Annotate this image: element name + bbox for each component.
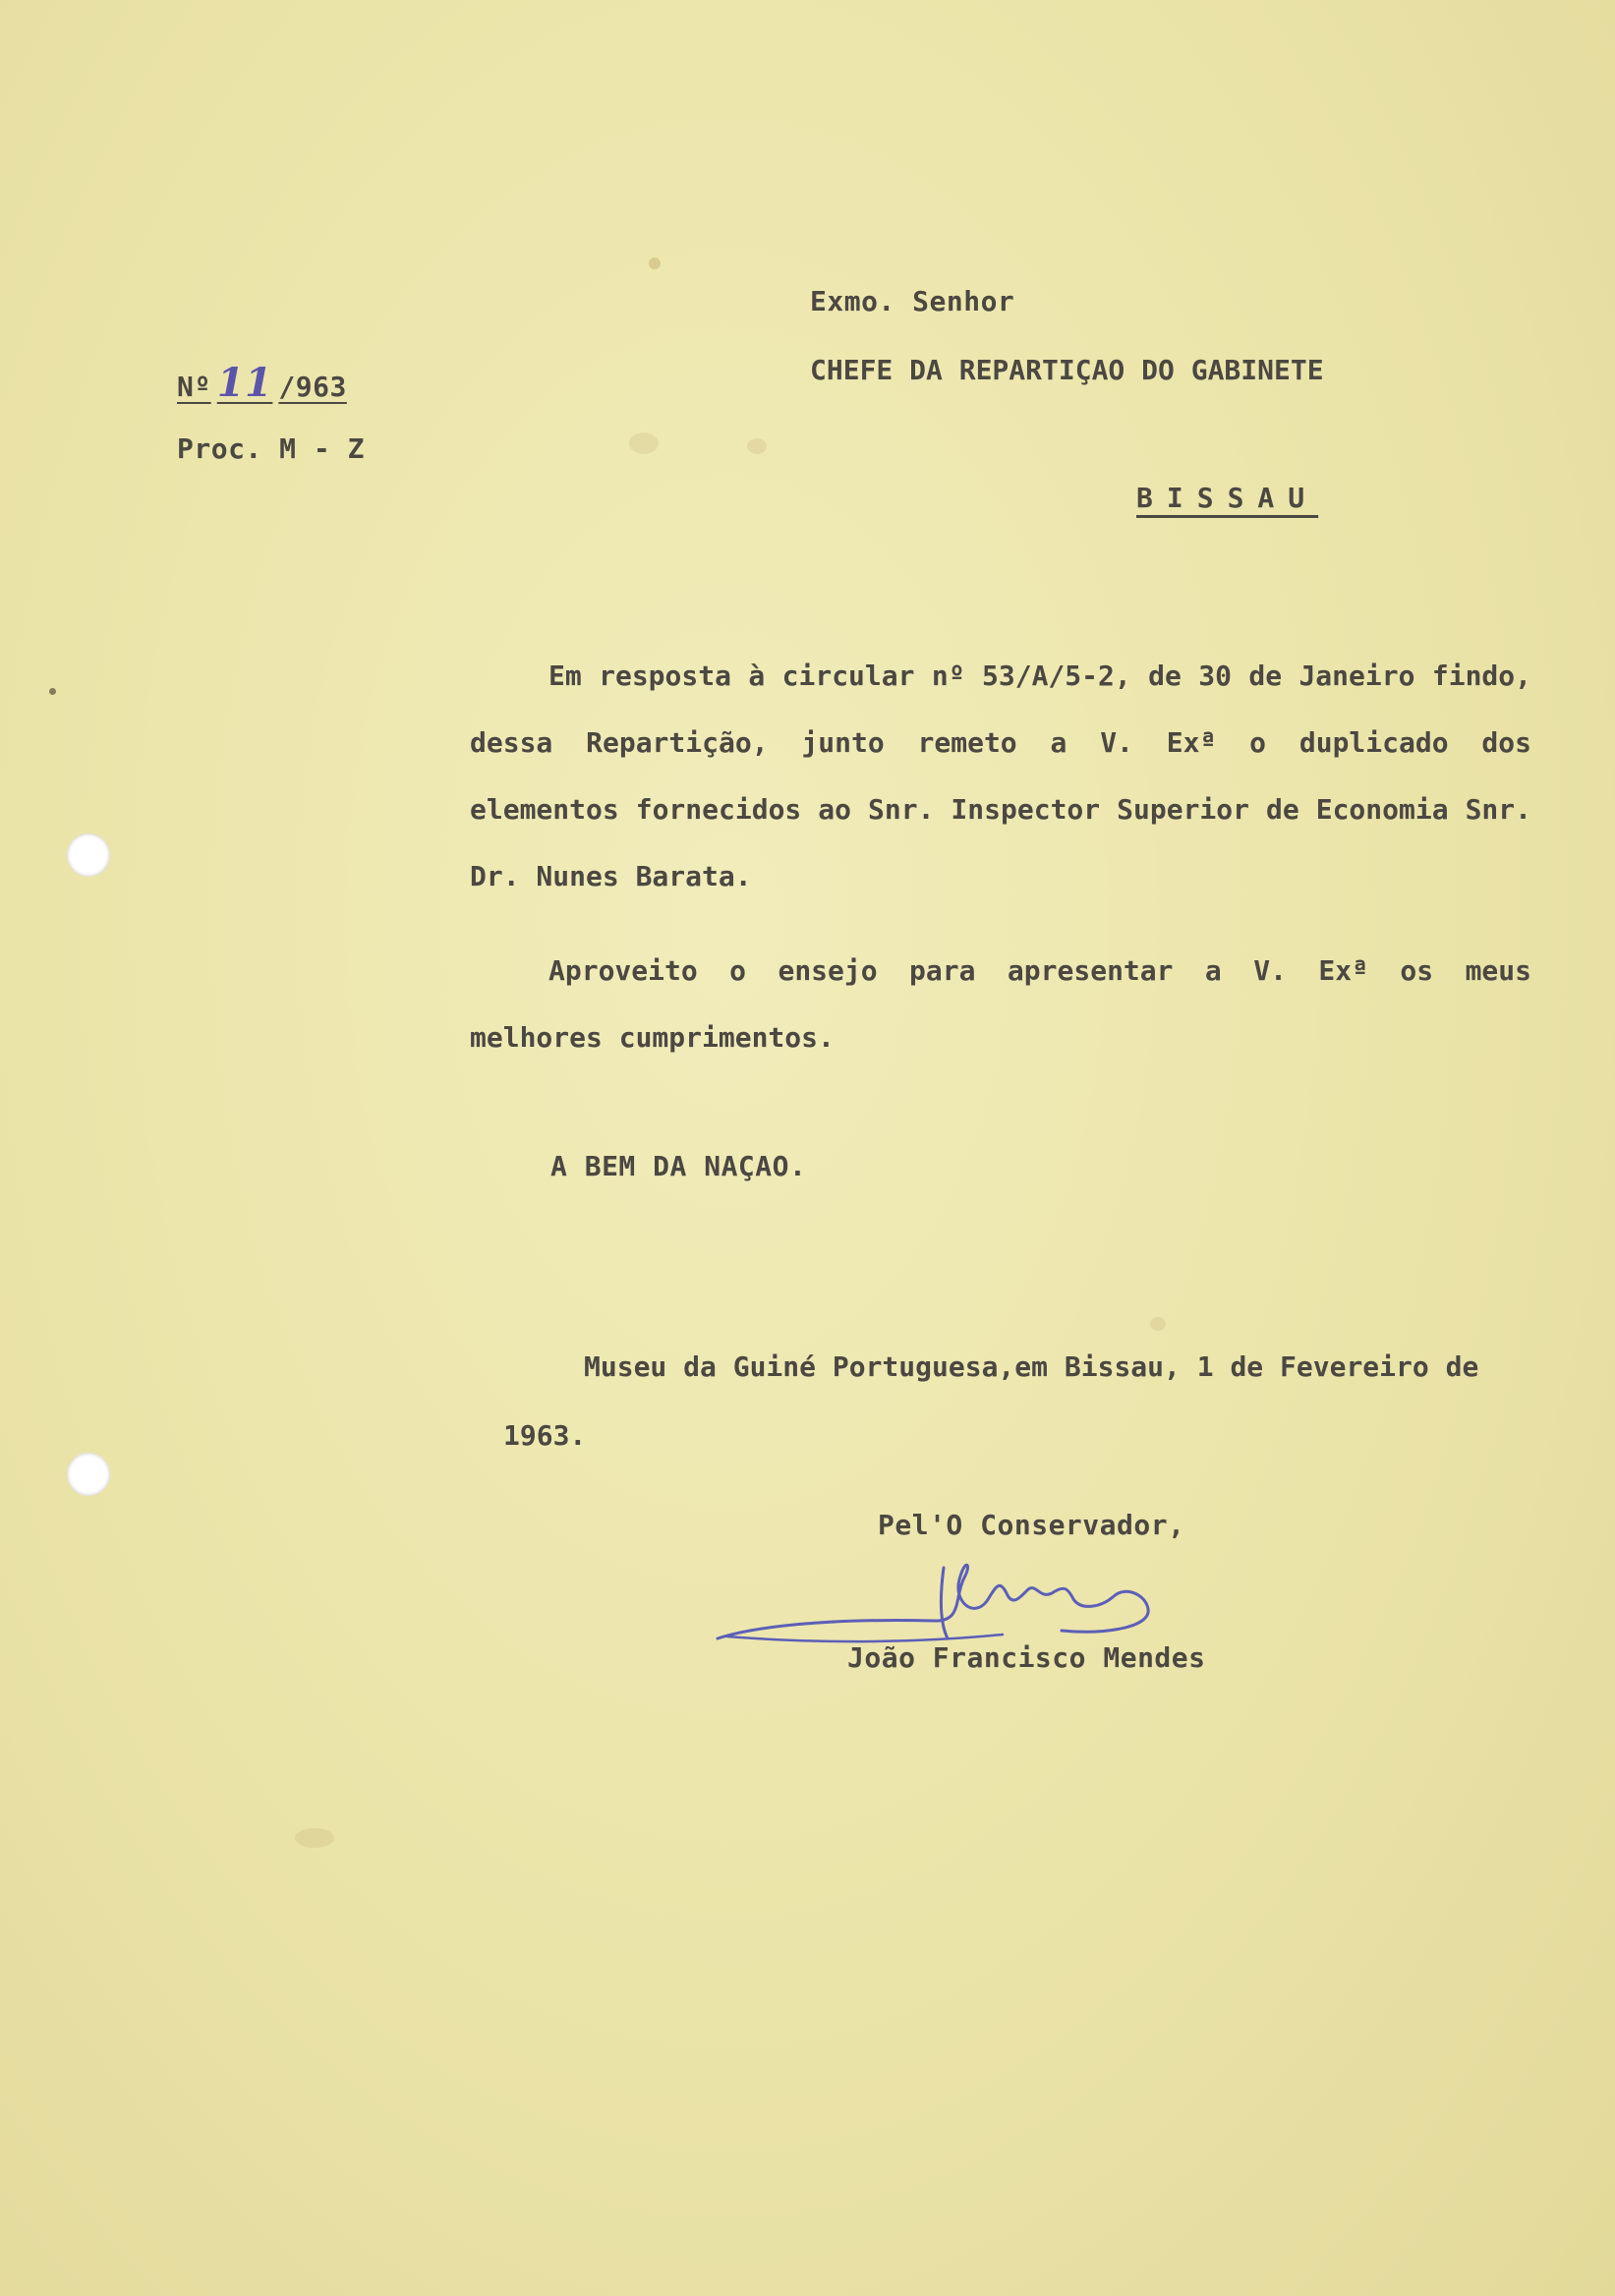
- paper-stain: [629, 432, 659, 454]
- salutation: Exmo. Senhor: [810, 285, 1015, 317]
- signature-title: Pel'O Conservador,: [878, 1509, 1185, 1541]
- reference-year: /963: [278, 371, 347, 403]
- signer-name: João Francisco Mendes: [847, 1641, 1206, 1674]
- paper-stain: [295, 1828, 334, 1848]
- city: BISSAU: [1136, 482, 1319, 514]
- paper-stain: [747, 438, 767, 454]
- handwritten-number: 11: [216, 360, 273, 406]
- body-paragraph: Aproveito o ensejo para apresentar a V. Exª os meus melhores cumprimentos.: [470, 954, 1531, 1054]
- closing-formula: A BEM DA NAÇAO.: [550, 1150, 807, 1182]
- process-code: Proc. M - Z: [177, 432, 365, 465]
- reference-prefix: Nº: [177, 371, 211, 403]
- reference-number: [177, 360, 347, 406]
- recipient: CHEFE DA REPARTIÇAO DO GABINETE: [810, 354, 1324, 386]
- body-paragraph: Em resposta à circular nº 53/A/5-2, de 30 de Janeiro findo, dessa Repartição, junto remeto a V. Exª o duplicado dos elementos fornecidos ao Snr. Inspector Superior de Economia Snr. Dr. Nunes Barata.: [470, 660, 1531, 892]
- paper-stain: [1150, 1317, 1166, 1331]
- place-and-date: Museu da Guiné Portuguesa,em Bissau, 1 de Fevereiro de 1963.: [503, 1350, 1479, 1452]
- paper-stain: [649, 258, 661, 269]
- paper-stain: [49, 688, 56, 695]
- handwritten-signature: [708, 1528, 1180, 1656]
- punch-hole: [67, 833, 110, 877]
- punch-hole: [67, 1453, 110, 1496]
